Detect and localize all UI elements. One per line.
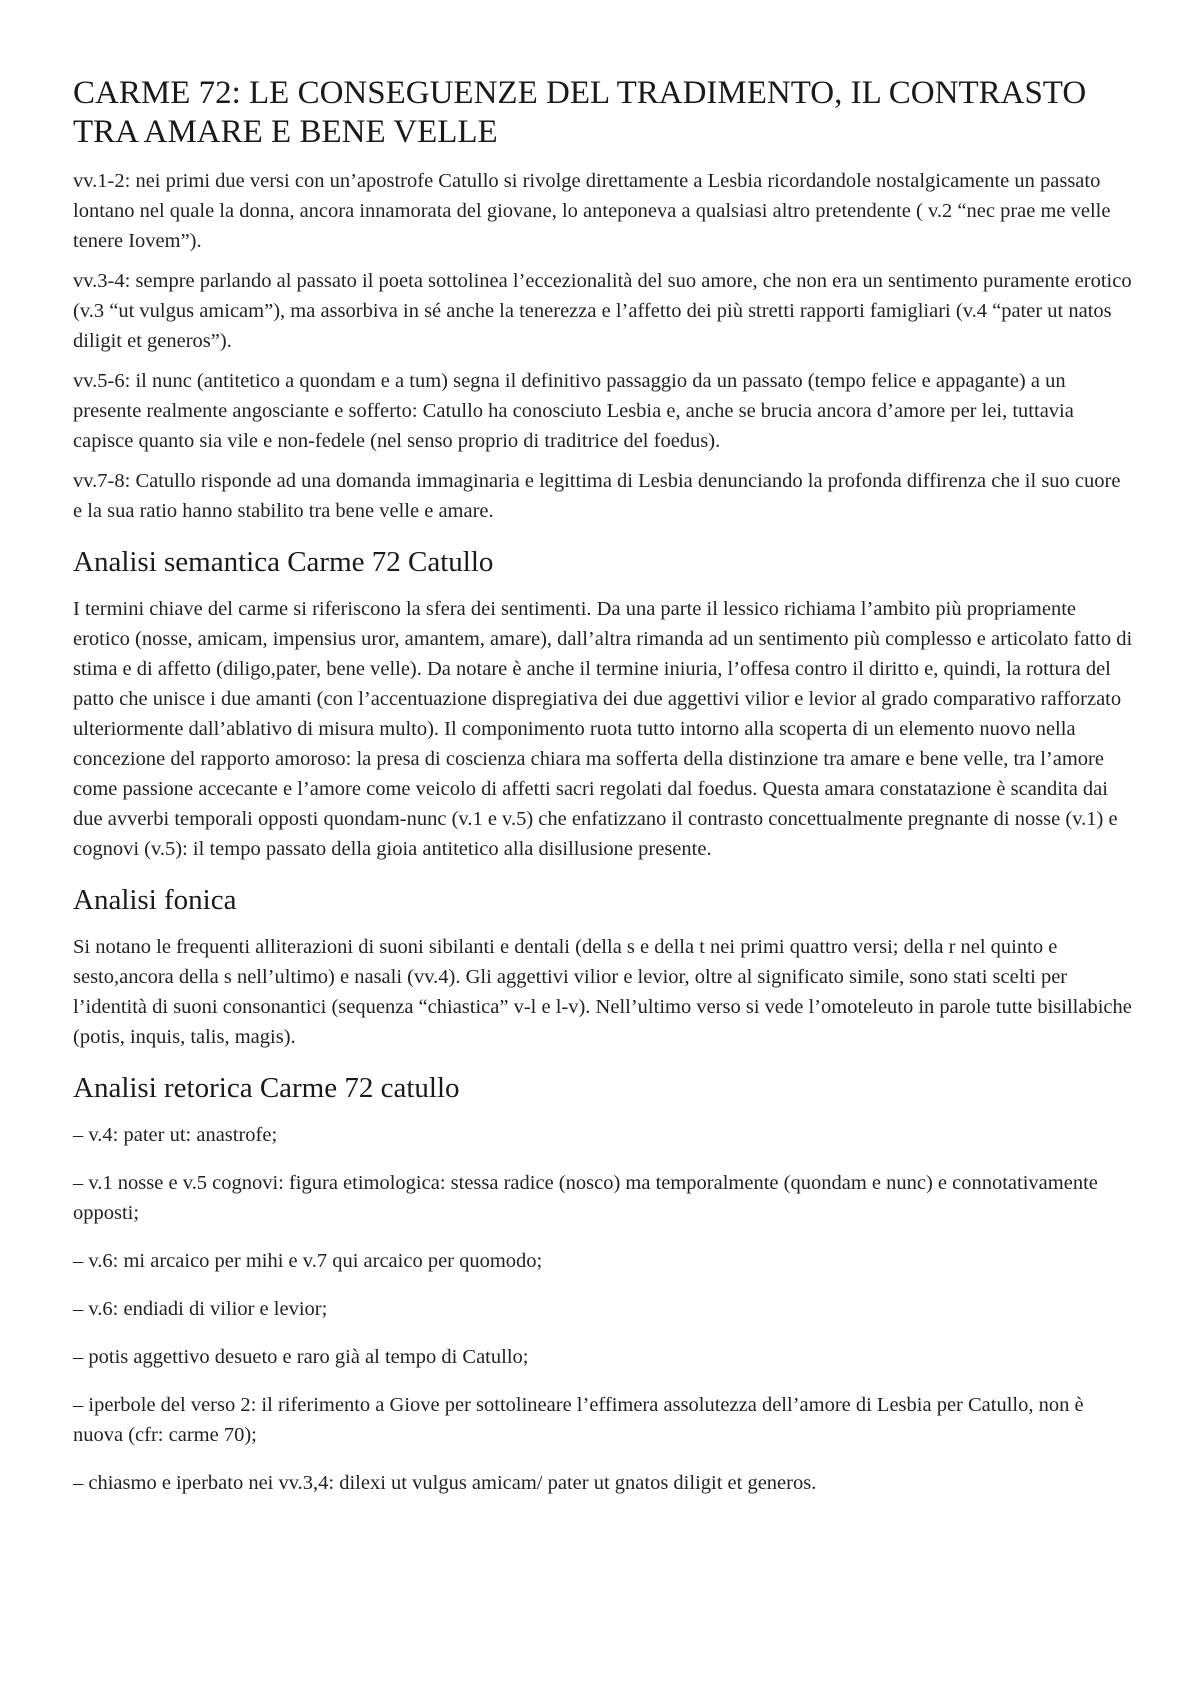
paragraph-vv3-4: vv.3-4: sempre parlando al passato il poeta sottolinea l’eccezionalità del suo amore, che non era un sentimento puramente erotico (v.3 “ut vulgus amicam”), ma assorbiva in sé anche la tenerezza e l’affetto dei più stretti rapporti famigliari (v.4 “pater ut natos diligit et generos”). — [73, 270, 1132, 352]
heading-analisi-retorica: Analisi retorica Carme 72 catullo — [73, 1072, 460, 1104]
list-item: – v.6: mi arcaico per mihi e v.7 qui arcaico per quomodo; — [73, 1250, 543, 1272]
list-item: – v.1 nosse e v.5 cognovi: figura etimologica: stessa radice (nosco) ma temporalmente (quondam e nunc) e connotativamente opposti; — [73, 1172, 1098, 1224]
document-title: CARME 72: LE CONSEGUENZE DEL TRADIMENTO, IL CONTRASTO TRA AMARE E BENE VELLE — [73, 75, 1087, 150]
paragraph-vv1-2: vv.1-2: nei primi due versi con un’apostrofe Catullo si rivolge direttamente a Lesbia ricordandole nostalgicamente un passato lontano nel quale la donna, ancora innamorata del giovane, lo anteponeva a qualsiasi altro pretendente ( v.2 “nec prae me velle tenere Iovem”). — [73, 170, 1111, 252]
heading-analisi-fonica: Analisi fonica — [73, 884, 237, 916]
list-item: – potis aggettivo desueto e raro già al tempo di Catullo; — [73, 1346, 529, 1368]
intro-section — [73, 166, 1133, 526]
paragraph-vv7-8: vv.7-8: Catullo risponde ad una domanda immaginaria e legittima di Lesbia denunciando la profonda diffirenza che il suo cuore e la sua ratio hanno stabilito tra bene velle e amare. — [73, 470, 1121, 522]
paragraph-analisi-fonica: Si notano le frequenti alliterazioni di suoni sibilanti e dentali (della s e della t nei primi quattro versi; della r nel quinto e sesto,ancora della s nell’ultimo) e nasali (vv.4). Gli aggettivi vilior e levior, oltre al significato simile, sono stati scelti per l’identità di suoni consonantici (sequenza “chiastica” v-l e l-v). Nell’ultimo verso si vede l’omoteleuto in parole tutte bisillabiche (potis, inquis, talis, magis). — [73, 936, 1132, 1048]
paragraph-vv5-6: vv.5-6: il nunc (antitetico a quondam e a tum) segna il definitivo passaggio da un passato (tempo felice e appagante) a un presente realmente angosciante e sofferto: Catullo ha conosciuto Lesbia e, anche se brucia ancora d’amore per lei, tuttavia capisce quanto sia vile e non-fedele (nel senso proprio di traditrice del foedus). — [73, 370, 1074, 452]
paragraph-analisi-semantica: I termini chiave del carme si riferiscono la sfera dei sentimenti. Da una parte il lessico richiama l’ambito più propriamente erotico (nosse, amicam, impensius uror, amantem, amare), dall’altra rimanda ad un sentimento più complesso e articolato fatto di stima e di affetto (diligo,pater, bene velle). Da notare è anche il termine iniuria, l’offesa contro il diritto e, quindi, la rottura del patto che unisce i due amanti (con l’accentuazione dispregiativa dei due aggettivi vilior e levior al grado comparativo rafforzato ulteriormente dall’ablativo di misura multo). Il componimento ruota tutto intorno alla scoperta di un elemento nuovo nella concezione del rapporto amoroso: la presa di coscienza chiara ma sofferta della distinzione tra amare e bene velle, tra l’amore come passione accecante e l’amore come veicolo di affetti sacri regolati dal foedus. Questa amara constatazione è scandita dai due avverbi temporali opposti quondam-nunc (v.1 e v.5) che enfatizzano il contrasto concettualmente pregnante di nosse (v.1) e cognovi (v.5): il tempo passato della gioia antitetico alla disillusione presente. — [73, 598, 1133, 860]
document-page — [73, 74, 1133, 1516]
list-item: – v.6: endiadi di vilior e levior; — [73, 1298, 328, 1320]
list-item: – v.4: pater ut: anastrofe; — [73, 1124, 278, 1146]
list-item: – iperbole del verso 2: il riferimento a Giove per sottolineare l’effimera assolutezza dell’amore di Lesbia per Catullo, non è nuova (cfr: carme 70); — [73, 1394, 1084, 1446]
retorica-list — [73, 1120, 1133, 1498]
heading-analisi-semantica: Analisi semantica Carme 72 Catullo — [73, 546, 494, 578]
list-item: – chiasmo e iperbato nei vv.3,4: dilexi ut vulgus amicam/ pater ut gnatos diligit et generos. — [73, 1472, 817, 1494]
